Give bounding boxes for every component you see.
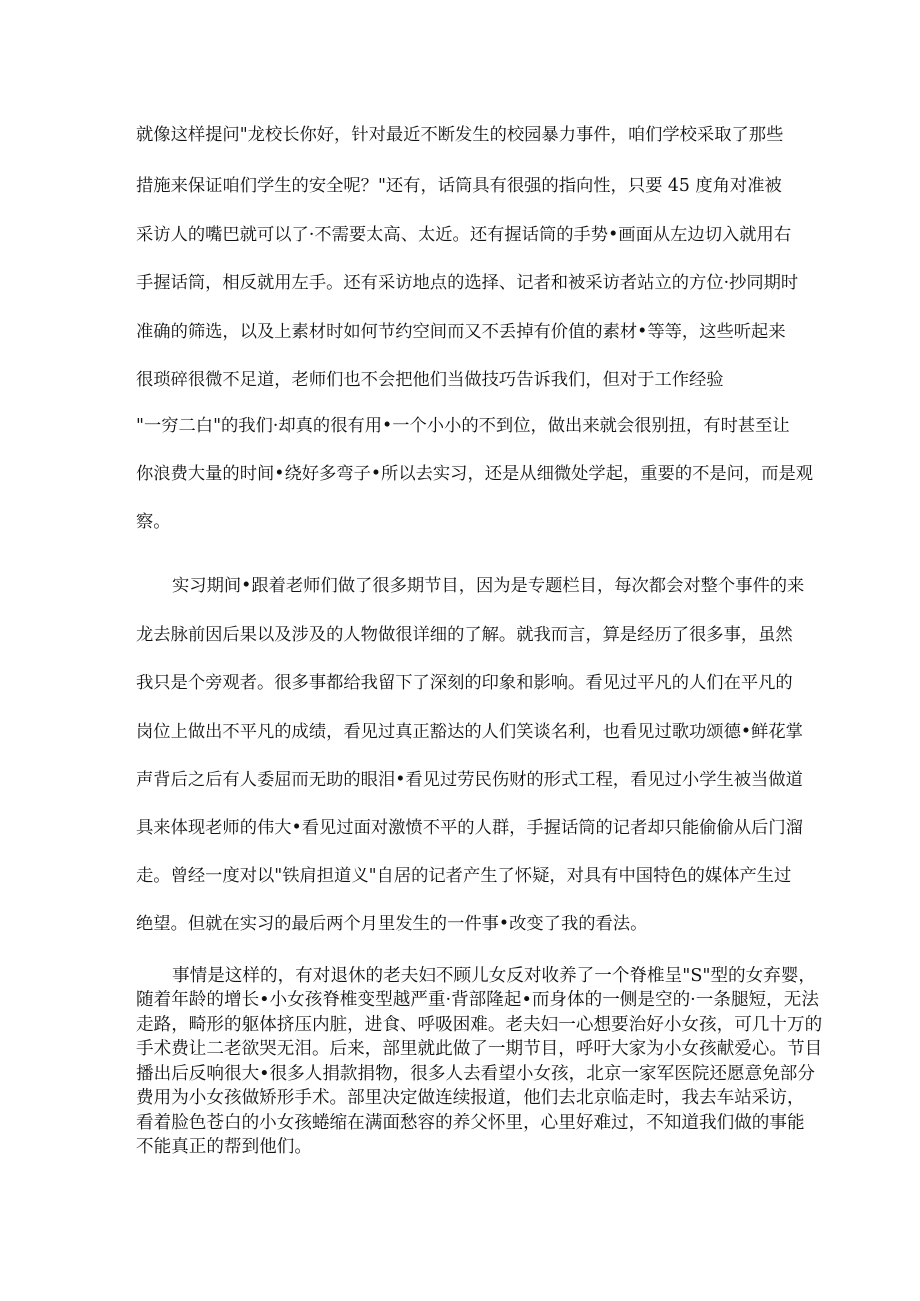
text-line: 费用为小女孩做矫形手术。部里决定做连续报道，他们去北京临走时，我去车站采访， [136, 1088, 805, 1108]
text-line: 走。曾经一度对以"铁肩担道义"自居的记者产生了怀疑，对具有中国特色的媒体产生过 [136, 866, 792, 886]
text-line: 很琐碎很微不足道，老师们也不会把他们当做技巧告诉我们，但对于工作经验 [136, 370, 724, 390]
text-line: 手握话筒，相反就用左手。还有采访地点的选择、记者和被采访者站立的方位·抄同期时 [136, 273, 799, 293]
text-line: 声背后之后有人委屈而无助的眼泪•看见过劳民伤财的形式工程，看见过小学生被当做道 [136, 770, 803, 790]
text-line: 准确的筛选，以及上素材时如何节约空间而又不丢掉有价值的素材•等等，这些听起来 [136, 322, 786, 342]
text-line: 察。 [136, 512, 171, 532]
text-line: 岗位上做出不平凡的成绩，看见过真正豁达的人们笑谈名利，也看见过歌功颂德•鲜花掌 [136, 722, 803, 742]
text-line: 不能真正的帮到他们。 [136, 1137, 312, 1157]
text-line: "一穷二白"的我们·却真的很有用•一个小小的不到位，做出来就会很别扭，有时甚至让 [136, 416, 790, 436]
text-line: 措施来保证咱们学生的安全呢？"还有，话筒具有很强的指向性，只要 45 度角对准被 [136, 176, 782, 196]
text-line: 龙去脉前因后果以及涉及的人物做很详细的了解。就我而言，算是经历了很多事，虽然 [136, 625, 793, 645]
text-line: 事情是这样的，有对退休的老夫妇不顾儿女反对收养了一个脊椎呈"S"型的女弃婴， [172, 966, 817, 986]
text-line: 就像这样提问"龙校长你好，针对最近不断发生的校园暴力事件，咱们学校采取了那些 [136, 125, 784, 145]
text-line: 你浪费大量的时间•绕好多弯子•所以去实习，还是从细微处学起，重要的不是问，而是观 [136, 464, 814, 484]
text-line: 采访人的嘴巴就可以了·不需要太高、太近。还有握话筒的手势•画面从左边切入就用右 [136, 225, 792, 245]
text-line: 实习期间•跟着老师们做了很多期节目，因为是专题栏目，每次都会对整个事件的来 [172, 576, 805, 596]
text-line: 手术费让二老欲哭无泪。后来，部里就此做了一期节目，呼吁大家为小女孩献爱心。节目 [136, 1039, 823, 1059]
text-line: 看着脸色苍白的小女孩蜷缩在满面愁容的养父怀里，心里好难过，不知道我们做的事能 [136, 1113, 805, 1133]
text-line: 具来体现老师的伟大•看见过面对激愤不平的人群，手握话筒的记者却只能偷偷从后门溜 [136, 818, 803, 838]
text-line: 走路，畸形的躯体挤压内脏，进食、呼吸困难。老夫妇一心想要治好小女孩，可几十万的 [136, 1015, 823, 1035]
text-line: 随着年龄的增长•小女孩脊椎变型越严重·背部隆起•而身体的一侧是空的·一条腿短，无法 [136, 990, 819, 1010]
text-line: 我只是个旁观者。很多事都给我留下了深刻的印象和影响。看见过平凡的人们在平凡的 [136, 673, 793, 693]
text-line: 播出后反响很大•很多人捐款捐物，很多人去看望小女孩，北京一家军医院还愿意免部分 [136, 1064, 815, 1084]
text-line: 绝望。但就在实习的最后两个月里发生的一件事•改变了我的看法。 [136, 914, 648, 934]
